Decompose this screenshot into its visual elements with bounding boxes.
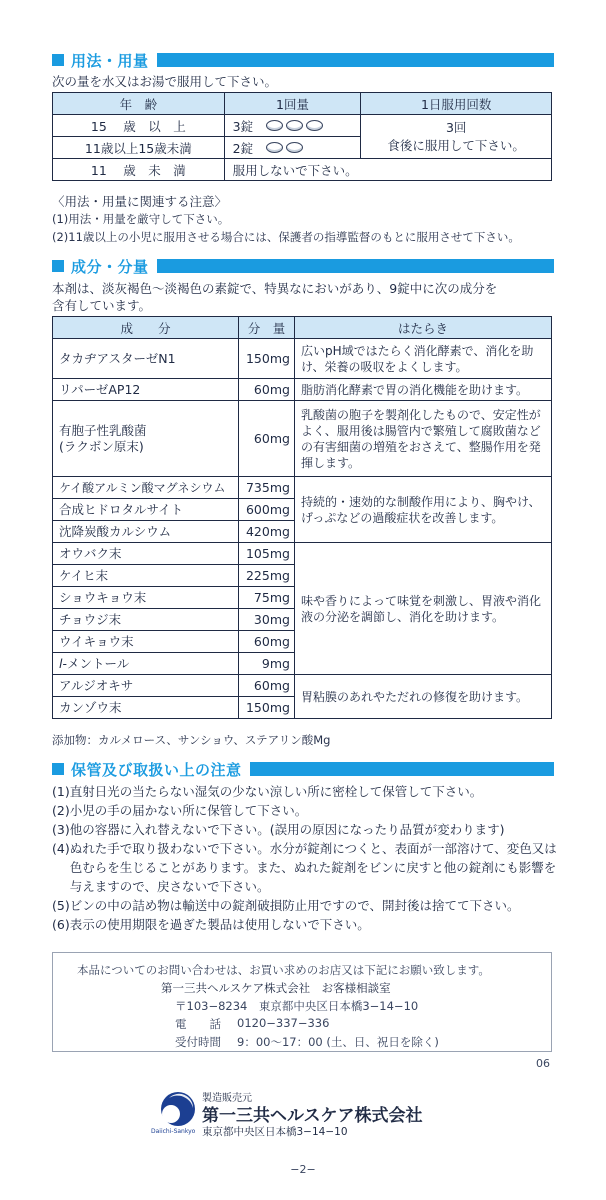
ingredient-amount: 60mg — [238, 379, 294, 401]
maker-address: 東京都中央区日本橋3−14−10 — [202, 1126, 348, 1138]
section-bar — [157, 53, 554, 67]
ingredient-name: カンゾウ末 — [53, 697, 239, 719]
ingredient-amount: 9mg — [238, 653, 294, 675]
col-dose-header: 1回量 — [224, 93, 361, 115]
ingredient-amount: 150mg — [238, 339, 294, 379]
item-number: (1) — [52, 784, 70, 799]
contact-company: 第一三共ヘルスケア株式会社 お客様相談室 — [161, 981, 391, 995]
ingredient-effect: 広いpH域ではたらく消化酵素で、消化を助け、栄養の吸収をよくします。 — [294, 339, 551, 379]
section-square-icon — [52, 54, 64, 66]
ingredients-table — [52, 316, 552, 719]
ingredient-name: 合成ヒドロタルサイト — [53, 499, 239, 521]
ingredient-name — [53, 653, 239, 675]
tablet-icon — [286, 142, 303, 153]
item-text: 他の容器に入れ替えないで下さい。(誤用の原因になったり品質が変わります) — [69, 822, 505, 837]
storage-heading: 保管及び取扱い上の注意 — [71, 760, 242, 779]
maker-role: 製造販売元 — [202, 1093, 252, 1104]
times-count: 3回 — [445, 119, 467, 135]
contact-address: 〒103−8234 東京都中央区日本橋3−14−10 — [175, 999, 419, 1013]
storage-section-header — [52, 759, 554, 779]
ingredient-effect: 持続的・速効的な制酸作用により、胸やけ、げっぷなどの過酸症状を改善します。 — [294, 477, 551, 543]
table-row — [53, 159, 552, 181]
contact-box — [52, 952, 552, 1052]
ingredient-amount: 735mg — [238, 477, 294, 499]
col-age-header: 年 齢 — [53, 93, 225, 115]
table-row — [53, 115, 552, 137]
storage-list — [52, 782, 562, 934]
ingredient-name-line: 有胞子性乳酸菌 — [59, 422, 147, 438]
section-bar — [157, 259, 554, 273]
list-item — [52, 915, 562, 934]
ingredient-amount: 105mg — [238, 543, 294, 565]
logo-wordmark: Daiichi-Sankyo — [151, 1128, 196, 1135]
table-row — [53, 401, 552, 477]
tablet-icon — [266, 142, 283, 153]
dose-text: 3錠 — [232, 118, 254, 134]
ingredient-amount: 60mg — [238, 631, 294, 653]
contact-hours: 9：00〜17：00 (土、日、祝日を除く) — [237, 1035, 439, 1049]
contact-intro: 本品についてのお問い合わせは、お買い求めのお店又は下記にお願い致します。 — [77, 963, 490, 977]
contact-phone-label: 電 話 — [175, 1017, 221, 1031]
item-text: ビンの中の詰め物は輸送中の錠剤破損防止用ですので、開封後は捨てて下さい。 — [69, 898, 520, 913]
list-item — [52, 839, 562, 896]
ingredient-name-prefix: l — [59, 655, 63, 671]
ingredient-amount: 150mg — [238, 697, 294, 719]
ingredient-name: アルジオキサ — [53, 675, 239, 697]
list-item — [52, 820, 562, 839]
ingredient-effect: 胃粘膜のあれやただれの修復を助けます。 — [294, 675, 551, 719]
ingredient-name: オウバク末 — [53, 543, 239, 565]
section-square-icon — [52, 260, 64, 272]
ingredient-name: ケイヒ末 — [53, 565, 239, 587]
ingredient-name: タカヂアスターゼN1 — [53, 339, 239, 379]
item-text: 直射日光の当たらない湿気の少ない涼しい所に密栓して保管して下さい。 — [69, 784, 483, 799]
ingredient-amount: 225mg — [238, 565, 294, 587]
table-row — [53, 379, 552, 401]
document-code: 06 — [536, 1057, 550, 1070]
maker-name: 第一三共ヘルスケア株式会社 — [202, 1106, 423, 1126]
ingredients-heading: 成分・分量 — [71, 257, 149, 276]
ingredient-name: ショウキョウ末 — [53, 587, 239, 609]
times-note: 食後に服用して下さい。 — [387, 137, 525, 153]
ingredient-name: ケイ酸アルミン酸マグネシウム — [53, 477, 239, 499]
col-effect-header: はたらき — [294, 317, 551, 339]
item-number: (6) — [52, 917, 70, 932]
usage-notes-title: 〈用法・用量に関連する注意〉 — [52, 194, 228, 209]
ingredient-name: ウイキョウ末 — [53, 631, 239, 653]
item-number: (5) — [52, 898, 70, 913]
tablet-icon — [266, 120, 283, 131]
ingredient-name — [53, 401, 239, 477]
dose-cell: 服用しないで下さい。 — [224, 159, 551, 181]
tablet-icon — [286, 120, 303, 131]
col-ingredient-header: 成 分 — [53, 317, 239, 339]
ingredients-intro: 含有しています。 — [52, 298, 152, 313]
ingredient-amount: 60mg — [238, 675, 294, 697]
contact-hours-label: 受付時間 — [175, 1035, 221, 1049]
dose-cell — [224, 115, 361, 137]
usage-intro: 次の量を水又はお湯で服用して下さい。 — [52, 74, 278, 89]
table-row — [53, 543, 552, 565]
ingredients-intro: 本剤は、淡灰褐色～淡褐色の素錠で、特異なにおいがあり、9錠中に次の成分を — [52, 281, 498, 296]
ingredient-name-text: -メントール — [62, 655, 130, 671]
ingredient-amount: 75mg — [238, 587, 294, 609]
list-item — [52, 896, 562, 915]
table-row — [53, 339, 552, 379]
dose-cell — [224, 137, 361, 159]
age-cell: 11歳以上15歳未満 — [53, 137, 225, 159]
ingredient-amount: 420mg — [238, 521, 294, 543]
ingredient-effect: 乳酸菌の胞子を製剤化したもので、安定性がよく、服用後は腸管内で繁殖して腐敗菌などの有害細菌の増殖をおさえて、整腸作用を発揮します。 — [294, 401, 551, 477]
item-number: (4) — [52, 841, 70, 856]
section-bar — [250, 762, 554, 776]
ingredient-amount: 30mg — [238, 609, 294, 631]
usage-note: (2)11歳以上の小児に服用させる場合には、保護者の指導監督のもとに服用させて下さい。 — [52, 230, 520, 244]
usage-heading: 用法・用量 — [71, 51, 149, 70]
item-number: (3) — [52, 822, 70, 837]
ingredients-section-header — [52, 256, 554, 276]
item-number: (2) — [52, 803, 70, 818]
usage-table — [52, 92, 552, 181]
list-item — [52, 801, 562, 820]
additives: 添加物：カルメロース、サンショウ、ステアリン酸Mg — [52, 733, 331, 747]
page-number: −2− — [290, 1163, 316, 1176]
age-cell: 15 歳 以 上 — [53, 115, 225, 137]
item-text: 表示の使用期限を過ぎた製品は使用しないで下さい。 — [69, 917, 370, 932]
times-cell — [361, 115, 552, 159]
table-row — [53, 477, 552, 499]
ingredient-name: 沈降炭酸カルシウム — [53, 521, 239, 543]
daiichi-sankyo-logo-icon — [159, 1090, 197, 1128]
tablet-icon — [306, 120, 323, 131]
col-amount-header: 分 量 — [238, 317, 294, 339]
ingredient-name-line: (ラクボン原末) — [59, 438, 144, 454]
age-cell: 11 歳 未 満 — [53, 159, 225, 181]
table-row — [53, 675, 552, 697]
contact-phone: 0120−337−336 — [237, 1016, 330, 1030]
col-times-header: 1日服用回数 — [361, 93, 552, 115]
ingredient-amount: 60mg — [238, 401, 294, 477]
ingredient-name: リパーゼAP12 — [53, 379, 239, 401]
ingredient-name: チョウジ末 — [53, 609, 239, 631]
ingredient-amount: 600mg — [238, 499, 294, 521]
ingredient-effect: 味や香りによって味覚を刺激し、胃液や消化液の分泌を調節し、消化を助けます。 — [294, 543, 551, 675]
dose-text: 2錠 — [232, 140, 254, 156]
usage-section-header — [52, 50, 554, 70]
ingredient-effect: 脂肪消化酵素で胃の消化機能を助けます。 — [294, 379, 551, 401]
usage-note: (1)用法・用量を厳守して下さい。 — [52, 212, 230, 226]
item-text: ぬれた手で取り扱わないで下さい。水分が錠剤につくと、表面が一部溶けて、変色又は色むらを生じることがあります。また、ぬれた錠剤をビンに戻すと他の錠剤にも影響を与えますので、戻さないで下さい。 — [69, 841, 557, 894]
section-square-icon — [52, 763, 64, 775]
item-text: 小児の手の届かない所に保管して下さい。 — [69, 803, 308, 818]
list-item — [52, 782, 562, 801]
